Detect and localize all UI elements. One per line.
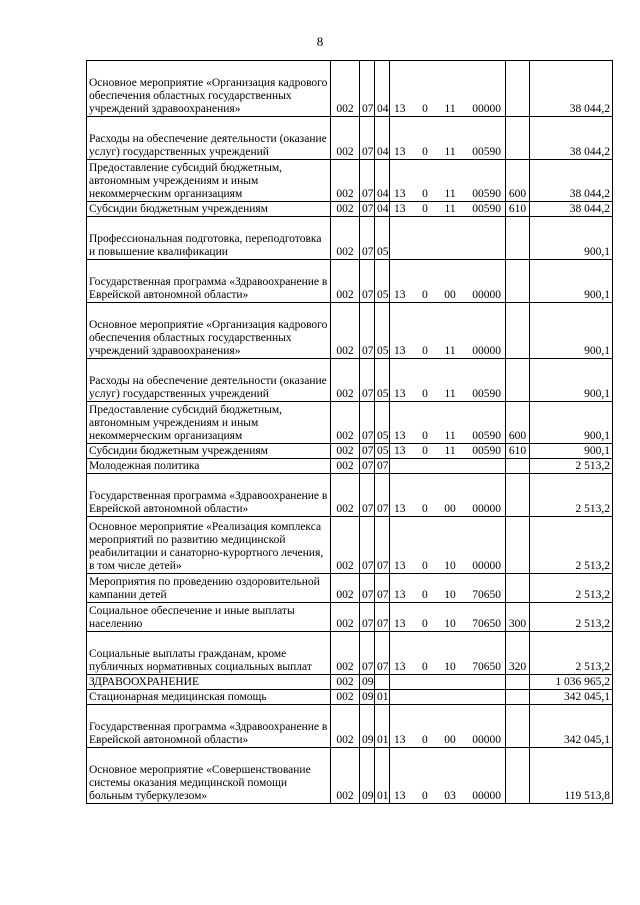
section-code: 07 (360, 260, 375, 303)
target-article-code (390, 61, 506, 117)
target-article-part: 0 (422, 503, 428, 515)
admin-code: 002 (331, 632, 360, 675)
target-article-part: 13 (394, 445, 406, 457)
row-name: Субсидии бюджетным учреждениям (87, 444, 331, 459)
amount-cell: 900,1 (530, 402, 613, 444)
table-row (87, 517, 613, 574)
target-article-part: 13 (394, 589, 406, 601)
target-article-code (390, 517, 506, 574)
row-name: Молодежная политика (87, 459, 331, 474)
target-article-parts (390, 503, 505, 516)
table-row (87, 690, 613, 705)
table-row (87, 603, 613, 632)
amount-cell: 38 044,2 (530, 160, 613, 202)
target-article-parts (390, 289, 505, 302)
target-article-part: 70650 (472, 661, 501, 673)
target-article-part: 13 (394, 790, 406, 802)
target-article-part: 11 (444, 188, 456, 200)
target-article-parts (390, 345, 505, 358)
target-article-parts (390, 203, 505, 216)
target-article-part: 0 (422, 618, 428, 630)
expense-type-code: 320 (506, 632, 530, 675)
section-code: 07 (360, 574, 375, 603)
section-code: 07 (360, 117, 375, 160)
amount-cell: 900,1 (530, 359, 613, 402)
subsection-code: 05 (375, 260, 390, 303)
subsection-code: 04 (375, 117, 390, 160)
target-article-part: 0 (422, 734, 428, 746)
row-name: Основное мероприятие «Реализация комплекса мероприятий по развитию медицинской реабилитации и санаторно-курортного лечения, в том числе детей» (87, 517, 331, 574)
admin-code: 002 (331, 690, 360, 705)
amount-cell: 2 513,2 (530, 603, 613, 632)
expense-type-code (506, 705, 530, 748)
target-article-part: 00 (444, 289, 456, 301)
admin-code: 002 (331, 748, 360, 804)
target-article-part: 0 (422, 203, 428, 215)
expense-type-code: 300 (506, 603, 530, 632)
admin-code: 002 (331, 260, 360, 303)
target-article-code (390, 675, 506, 690)
target-article-code (390, 444, 506, 459)
target-article-part: 00590 (472, 388, 501, 400)
target-article-code (390, 632, 506, 675)
row-name: Предоставление субсидий бюджетным, автономным учреждениям и иным некоммерческим организациям (87, 160, 331, 202)
section-code: 07 (360, 474, 375, 517)
expense-type-code (506, 459, 530, 474)
admin-code: 002 (331, 117, 360, 160)
target-article-part: 11 (444, 388, 456, 400)
target-article-part: 00590 (472, 203, 501, 215)
admin-code: 002 (331, 402, 360, 444)
target-article-parts (390, 388, 505, 401)
admin-code: 002 (331, 202, 360, 217)
table-row (87, 217, 613, 260)
target-article-part: 11 (444, 103, 456, 115)
target-article-part: 00000 (472, 503, 501, 515)
table-row (87, 303, 613, 359)
table-row (87, 474, 613, 517)
subsection-code: 05 (375, 402, 390, 444)
expense-type-code: 600 (506, 160, 530, 202)
target-article-parts (390, 560, 505, 573)
subsection-code: 07 (375, 517, 390, 574)
target-article-parts (390, 661, 505, 674)
row-name: Основное мероприятие «Организация кадрового обеспечения областных государственных учреждений здравоохранения» (87, 61, 331, 117)
target-article-part: 00590 (472, 188, 501, 200)
target-article-part: 0 (422, 589, 428, 601)
target-article-part: 10 (444, 661, 456, 673)
target-article-part: 13 (394, 103, 406, 115)
row-name: ЗДРАВООХРАНЕНИЕ (87, 675, 331, 690)
table-row (87, 675, 613, 690)
target-article-part: 13 (394, 560, 406, 572)
expense-type-code (506, 474, 530, 517)
admin-code: 002 (331, 444, 360, 459)
section-code: 07 (360, 303, 375, 359)
row-name: Предоставление субсидий бюджетным, автономным учреждениям и иным некоммерческим организациям (87, 402, 331, 444)
target-article-part: 10 (444, 589, 456, 601)
admin-code: 002 (331, 574, 360, 603)
section-code: 07 (360, 160, 375, 202)
expense-type-code (506, 61, 530, 117)
target-article-parts (390, 146, 505, 159)
target-article-code (390, 359, 506, 402)
expense-type-code (506, 359, 530, 402)
amount-cell: 38 044,2 (530, 61, 613, 117)
section-code: 07 (360, 632, 375, 675)
target-article-parts (390, 445, 505, 458)
target-article-part: 0 (422, 289, 428, 301)
table-row (87, 444, 613, 459)
subsection-code: 05 (375, 359, 390, 402)
target-article-part: 11 (444, 445, 456, 457)
subsection-code: 07 (375, 459, 390, 474)
subsection-code: 07 (375, 474, 390, 517)
target-article-part: 00000 (472, 560, 501, 572)
table-row (87, 61, 613, 117)
table-row (87, 260, 613, 303)
target-article-part: 0 (422, 103, 428, 115)
section-code: 07 (360, 603, 375, 632)
budget-table (86, 60, 613, 804)
target-article-part: 13 (394, 661, 406, 673)
target-article-code (390, 690, 506, 705)
expense-type-code (506, 517, 530, 574)
admin-code: 002 (331, 359, 360, 402)
section-code: 07 (360, 61, 375, 117)
section-code: 09 (360, 675, 375, 690)
amount-cell: 342 045,1 (530, 705, 613, 748)
row-name: Основное мероприятие «Совершенствование системы оказания медицинской помощи больным туберкулезом» (87, 748, 331, 804)
subsection-code: 01 (375, 748, 390, 804)
target-article-part: 70650 (472, 618, 501, 630)
target-article-part: 70650 (472, 589, 501, 601)
target-article-part: 0 (422, 445, 428, 457)
admin-code: 002 (331, 603, 360, 632)
target-article-part: 11 (444, 203, 456, 215)
section-code: 09 (360, 748, 375, 804)
target-article-parts (390, 589, 505, 602)
amount-cell: 1 036 965,2 (530, 675, 613, 690)
target-article-part: 0 (422, 790, 428, 802)
table-row (87, 117, 613, 160)
target-article-part: 00000 (472, 790, 501, 802)
admin-code: 002 (331, 675, 360, 690)
amount-cell: 38 044,2 (530, 117, 613, 160)
amount-cell: 2 513,2 (530, 574, 613, 603)
target-article-part: 13 (394, 388, 406, 400)
amount-cell: 119 513,8 (530, 748, 613, 804)
row-name: Государственная программа «Здравоохранение в Еврейской автономной области» (87, 260, 331, 303)
target-article-part: 00000 (472, 289, 501, 301)
expense-type-code: 600 (506, 402, 530, 444)
target-article-part: 00590 (472, 430, 501, 442)
table-row (87, 632, 613, 675)
table-row (87, 359, 613, 402)
row-name: Расходы на обеспечение деятельности (оказание услуг) государственных учреждений (87, 359, 331, 402)
subsection-code: 01 (375, 705, 390, 748)
section-code: 07 (360, 202, 375, 217)
target-article-part: 11 (444, 146, 456, 158)
target-article-part: 0 (422, 388, 428, 400)
table-row (87, 705, 613, 748)
admin-code: 002 (331, 303, 360, 359)
subsection-code: 07 (375, 632, 390, 675)
amount-cell: 900,1 (530, 444, 613, 459)
target-article-code (390, 202, 506, 217)
subsection-code (375, 675, 390, 690)
target-article-part: 0 (422, 146, 428, 158)
subsection-code: 04 (375, 202, 390, 217)
expense-type-code (506, 217, 530, 260)
target-article-part: 13 (394, 203, 406, 215)
table-row (87, 160, 613, 202)
admin-code: 002 (331, 61, 360, 117)
row-name: Социальные выплаты гражданам, кроме публичных нормативных социальных выплат (87, 632, 331, 675)
target-article-code (390, 160, 506, 202)
section-code: 09 (360, 690, 375, 705)
target-article-parts (390, 618, 505, 631)
row-name: Расходы на обеспечение деятельности (оказание услуг) государственных учреждений (87, 117, 331, 160)
target-article-part: 13 (394, 188, 406, 200)
subsection-code: 01 (375, 690, 390, 705)
admin-code: 002 (331, 217, 360, 260)
page-number: 8 (316, 34, 324, 49)
section-code: 07 (360, 444, 375, 459)
admin-code: 002 (331, 160, 360, 202)
target-article-part: 11 (444, 430, 456, 442)
target-article-part: 00000 (472, 345, 501, 357)
section-code: 07 (360, 517, 375, 574)
expense-type-code (506, 260, 530, 303)
amount-cell: 2 513,2 (530, 459, 613, 474)
expense-type-code (506, 675, 530, 690)
admin-code: 002 (331, 517, 360, 574)
target-article-code (390, 217, 506, 260)
target-article-parts (390, 188, 505, 201)
target-article-part: 10 (444, 560, 456, 572)
amount-cell: 2 513,2 (530, 474, 613, 517)
subsection-code: 05 (375, 444, 390, 459)
expense-type-code (506, 303, 530, 359)
target-article-code (390, 474, 506, 517)
target-article-code (390, 574, 506, 603)
target-article-part: 13 (394, 345, 406, 357)
amount-cell: 2 513,2 (530, 517, 613, 574)
expense-type-code (506, 117, 530, 160)
table-row (87, 574, 613, 603)
target-article-part: 00000 (472, 103, 501, 115)
expense-type-code (506, 574, 530, 603)
row-name: Стационарная медицинская помощь (87, 690, 331, 705)
target-article-part: 00590 (472, 146, 501, 158)
subsection-code: 04 (375, 61, 390, 117)
target-article-part: 00 (444, 734, 456, 746)
expense-type-code: 610 (506, 202, 530, 217)
target-article-part: 13 (394, 734, 406, 746)
target-article-part: 10 (444, 618, 456, 630)
subsection-code: 07 (375, 603, 390, 632)
target-article-part: 0 (422, 430, 428, 442)
row-name: Основное мероприятие «Организация кадрового обеспечения областных государственных учреждений здравоохранения» (87, 303, 331, 359)
row-name: Субсидии бюджетным учреждениям (87, 202, 331, 217)
amount-cell: 342 045,1 (530, 690, 613, 705)
target-article-part: 11 (444, 345, 456, 357)
target-article-part: 03 (444, 790, 456, 802)
row-name: Государственная программа «Здравоохранение в Еврейской автономной области» (87, 705, 331, 748)
target-article-code (390, 402, 506, 444)
admin-code: 002 (331, 705, 360, 748)
target-article-part: 13 (394, 289, 406, 301)
amount-cell: 900,1 (530, 217, 613, 260)
section-code: 07 (360, 402, 375, 444)
table-row (87, 202, 613, 217)
section-code: 07 (360, 217, 375, 260)
section-code: 09 (360, 705, 375, 748)
target-article-code (390, 459, 506, 474)
row-name: Социальное обеспечение и иные выплаты населению (87, 603, 331, 632)
subsection-code: 07 (375, 574, 390, 603)
target-article-code (390, 117, 506, 160)
target-article-part: 0 (422, 345, 428, 357)
target-article-part: 00590 (472, 445, 501, 457)
amount-cell: 2 513,2 (530, 632, 613, 675)
table-row (87, 459, 613, 474)
section-code: 07 (360, 359, 375, 402)
table-row (87, 402, 613, 444)
target-article-part: 13 (394, 146, 406, 158)
amount-cell: 38 044,2 (530, 202, 613, 217)
target-article-code (390, 303, 506, 359)
target-article-code (390, 260, 506, 303)
expense-type-code (506, 748, 530, 804)
target-article-code (390, 603, 506, 632)
target-article-part: 13 (394, 503, 406, 515)
target-article-part: 0 (422, 188, 428, 200)
expense-type-code (506, 690, 530, 705)
target-article-parts (390, 734, 505, 747)
target-article-part: 0 (422, 560, 428, 572)
target-article-code (390, 705, 506, 748)
row-name: Профессиональная подготовка, переподготовка и повышение квалификации (87, 217, 331, 260)
target-article-parts (390, 790, 505, 803)
amount-cell: 900,1 (530, 260, 613, 303)
subsection-code: 05 (375, 217, 390, 260)
target-article-part: 00 (444, 503, 456, 515)
table-body (87, 61, 613, 804)
target-article-parts (390, 103, 505, 116)
target-article-code (390, 748, 506, 804)
amount-cell: 900,1 (530, 303, 613, 359)
admin-code: 002 (331, 459, 360, 474)
target-article-part: 0 (422, 661, 428, 673)
admin-code: 002 (331, 474, 360, 517)
subsection-code: 05 (375, 303, 390, 359)
section-code: 07 (360, 459, 375, 474)
expense-type-code: 610 (506, 444, 530, 459)
target-article-part: 00000 (472, 734, 501, 746)
row-name: Мероприятия по проведению оздоровительной кампании детей (87, 574, 331, 603)
row-name: Государственная программа «Здравоохранение в Еврейской автономной области» (87, 474, 331, 517)
subsection-code: 04 (375, 160, 390, 202)
table-row (87, 748, 613, 804)
target-article-part: 13 (394, 430, 406, 442)
target-article-parts (390, 430, 505, 443)
target-article-part: 13 (394, 618, 406, 630)
